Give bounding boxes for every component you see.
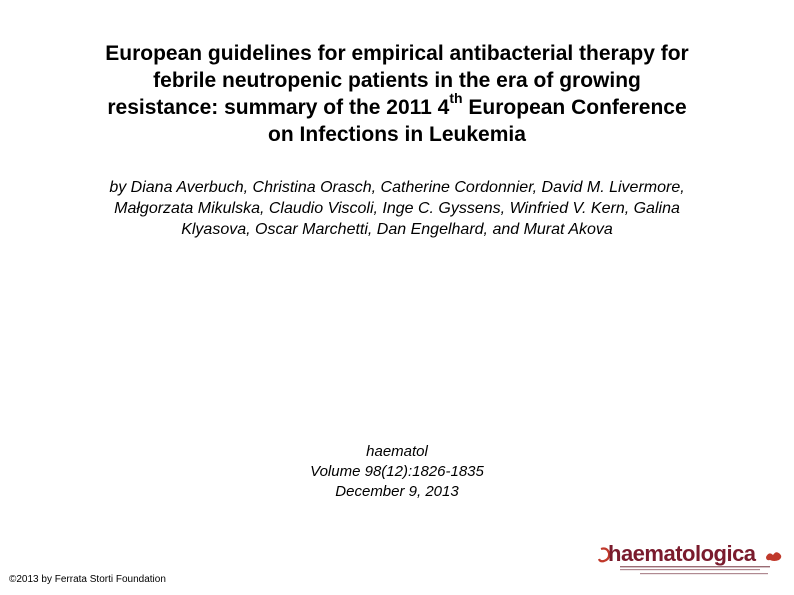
citation-block	[197, 442, 597, 502]
slide-title	[40, 40, 754, 148]
authors-line-2: Małgorzata Mikulska, Claudio Viscoli, Inge C. Gyssens, Winfried V. Kern, Galina	[114, 200, 680, 217]
title-line-2: febrile neutropenic patients in the era of growing	[153, 69, 641, 92]
logo-tagline-icon	[620, 564, 770, 578]
authors-line-1: by Diana Averbuch, Christina Orasch, Catherine Cordonnier, David M. Livermore,	[109, 179, 685, 196]
haematologica-logo	[598, 541, 788, 581]
title-line-3	[40, 90, 754, 121]
title-line-4: on Infections in Leukemia	[268, 123, 526, 146]
authors-line-3: Klyasova, Oscar Marchetti, Dan Engelhard, and Murat Akova	[181, 221, 613, 238]
journal-name: haematol	[366, 443, 428, 460]
title-superscript: th	[449, 90, 463, 106]
volume-pages: Volume 98(12):1826-1835	[310, 463, 484, 480]
logo-decoration-icon	[764, 549, 784, 563]
copyright-notice: ©2013 by Ferrata Storti Foundation	[9, 574, 166, 585]
title-line-1: European guidelines for empirical antibacterial therapy for	[105, 42, 689, 65]
author-list	[40, 177, 754, 240]
publication-date: December 9, 2013	[335, 483, 459, 500]
title-line-3-end: European Conference	[462, 96, 687, 119]
logo-text: haematologica	[608, 541, 756, 566]
title-line-3-start: resistance: summary of the 2011 4	[107, 96, 450, 119]
